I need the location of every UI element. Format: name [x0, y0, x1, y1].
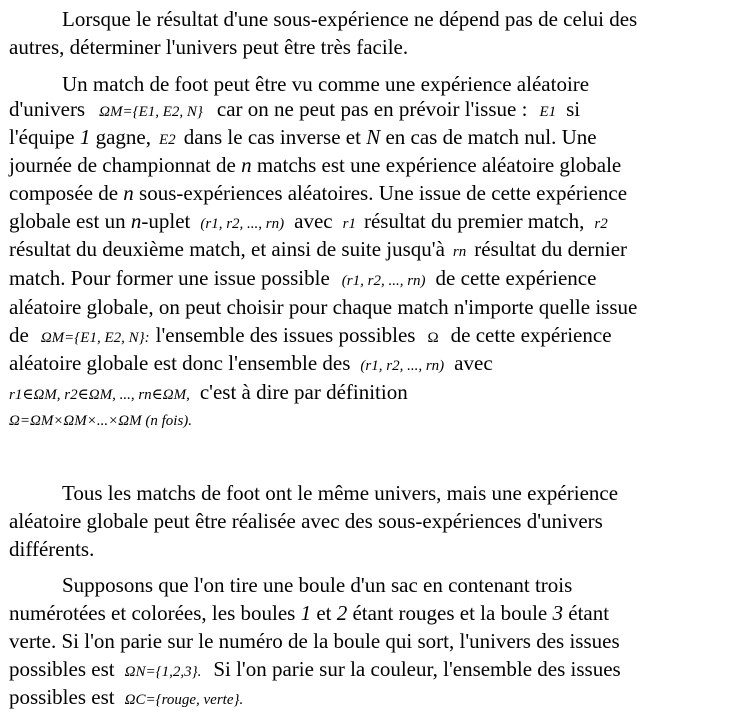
text-run: journée de championnat de	[9, 153, 236, 177]
text-line	[9, 656, 621, 685]
text-run: différents.	[9, 537, 95, 561]
text-run: gagne,	[95, 125, 152, 149]
text-line	[9, 684, 243, 713]
text-run: dans le cas inverse et	[183, 125, 361, 149]
math-inline: (r1, r2, ..., rn)	[341, 273, 426, 289]
text-run: c'est à dire par définition	[199, 380, 408, 404]
math-inline: ΩM={E1, E2, N}	[99, 104, 203, 120]
math-inline: ΩN={1,2,3}.	[124, 664, 202, 680]
text-line	[62, 572, 572, 598]
math-inline: ΩM={E1, E2, N}:	[40, 330, 150, 346]
text-line	[62, 6, 637, 32]
text-run: composée de	[9, 181, 119, 205]
text-line	[9, 600, 609, 626]
math-inline: E1	[539, 104, 557, 120]
math-display: Ω=ΩM×ΩM×...×ΩM (n fois).	[9, 413, 193, 429]
text-run: numérotées et colorées, les boules	[9, 601, 296, 625]
text-run: l'ensemble des issues possibles	[155, 323, 416, 347]
text-run: aléatoire globale, on peut choisir pour chaque match n'importe quelle issue	[9, 295, 638, 319]
text-run: si	[566, 97, 581, 121]
text-line	[9, 265, 596, 294]
text-run: 1	[300, 601, 312, 625]
math-inline: r2	[594, 216, 608, 232]
text-run: d'univers	[9, 97, 86, 121]
text-run: 1	[79, 125, 91, 149]
text-line	[9, 152, 621, 178]
text-run: -uplet	[141, 209, 191, 233]
text-run: possibles est	[9, 657, 115, 681]
text-run: de cette expérience	[450, 323, 612, 347]
math-inline: r1	[342, 216, 356, 232]
text-run: résultat du premier match,	[363, 209, 585, 233]
text-run: Tous les matchs de foot ont le même univers, mais une expérience	[62, 481, 619, 505]
math-inline: Ω	[427, 330, 439, 346]
text-line	[9, 379, 408, 408]
text-run: Supposons que l'on tire une boule d'un sac en contenant trois	[62, 573, 573, 597]
text-run: en cas de match nul. Une	[385, 125, 597, 149]
math-inline: rn	[452, 244, 467, 260]
math-inline: (r1, r2, ..., rn)	[200, 216, 285, 232]
text-run: autres, déterminer l'univers peut être très facile.	[9, 35, 409, 59]
text-run: sous-expériences aléatoires. Une issue de cette expérience	[139, 181, 628, 205]
text-line	[9, 536, 94, 562]
text-line	[9, 508, 603, 534]
text-run: 3	[552, 601, 563, 625]
text-run: résultat du deuxième match, et ainsi de suite jusqu'à	[9, 237, 445, 261]
text-run: n	[130, 209, 142, 233]
text-run: avec	[294, 209, 333, 233]
text-run: étant	[568, 601, 610, 625]
math-inline: E2	[159, 132, 176, 148]
text-run: étant rouges et la boule	[352, 601, 548, 625]
text-run: de	[9, 323, 29, 347]
text-line	[9, 236, 627, 265]
text-run: Lorsque le résultat d'une sous-expérience ne dépend pas de celui des	[62, 7, 638, 31]
text-line	[9, 96, 580, 125]
text-line	[9, 34, 408, 60]
text-run: avec	[454, 351, 493, 375]
text-line	[62, 480, 618, 506]
text-run: l'équipe	[9, 125, 75, 149]
text-run: N	[366, 125, 381, 149]
text-line	[62, 71, 589, 97]
text-line	[9, 294, 637, 320]
text-line	[9, 628, 620, 654]
text-run: globale est un	[9, 209, 126, 233]
text-line	[9, 405, 192, 434]
text-line	[9, 350, 493, 379]
text-run: n	[241, 153, 252, 177]
text-line	[9, 180, 627, 206]
text-run: possibles est	[9, 685, 115, 709]
text-run: Un match de foot peut être vu comme une expérience aléatoire	[62, 72, 590, 96]
text-run: n	[123, 181, 134, 205]
text-run: verte. Si l'on parie sur le numéro de la boule qui sort, l'univers des issues	[9, 629, 620, 653]
text-line	[9, 208, 608, 237]
text-line	[9, 322, 612, 351]
text-run: aléatoire globale peut être réalisée avec des sous-expériences d'univers	[9, 509, 603, 533]
text-run: Si l'on parie sur la couleur, l'ensemble des issues	[213, 657, 621, 681]
text-line	[9, 124, 597, 153]
text-run: aléatoire globale est donc l'ensemble des	[9, 351, 351, 375]
math-inline: ΩC={rouge, verte}.	[124, 692, 244, 708]
math-inline: (r1, r2, ..., rn)	[360, 358, 445, 374]
math-inline: r1∈ΩM, r2∈ΩM, ..., rn∈ΩM,	[9, 387, 190, 403]
text-run: 2	[336, 601, 348, 625]
text-run: car on ne peut pas en prévoir l'issue :	[216, 97, 528, 121]
text-run: de cette expérience	[435, 266, 597, 290]
text-run: matchs est une expérience aléatoire globale	[256, 153, 622, 177]
text-run: résultat du dernier	[474, 237, 628, 261]
text-run: match. Pour former une issue possible	[9, 266, 330, 290]
text-run: et	[316, 601, 332, 625]
